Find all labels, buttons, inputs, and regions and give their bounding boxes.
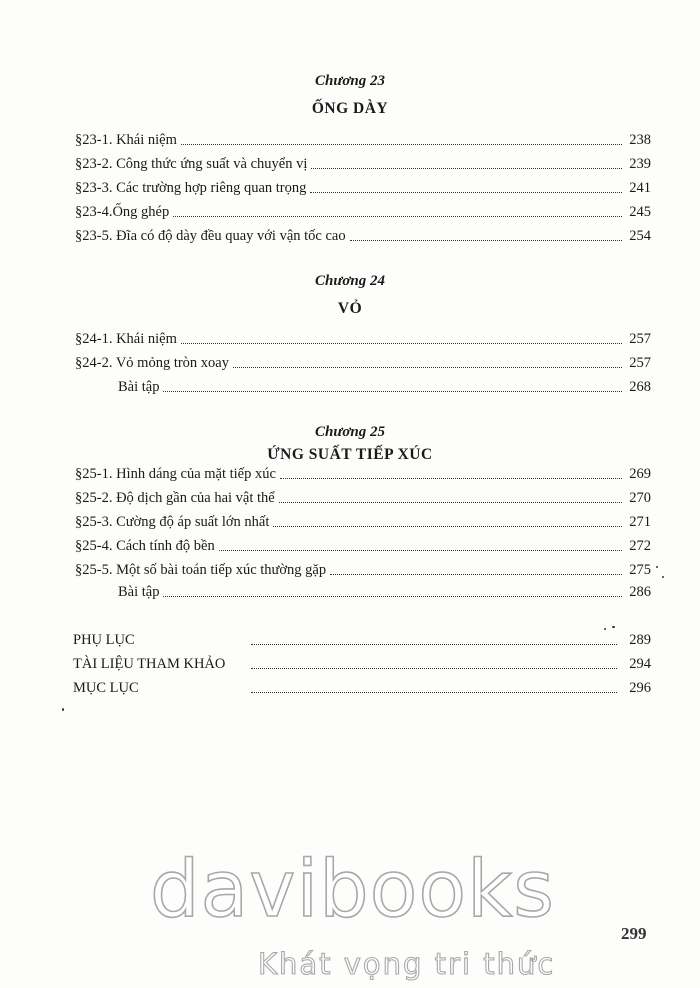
entry-page: 289 xyxy=(629,632,651,648)
toc-entry-25-3[interactable] xyxy=(75,510,651,532)
entry-page: 245 xyxy=(629,204,651,220)
entry-page: 257 xyxy=(629,331,651,347)
dot-leader xyxy=(173,216,622,217)
chapter-title: ỨNG SUẤT TIẾP XÚC xyxy=(267,446,433,463)
dot-leader xyxy=(181,343,622,344)
entry-page: 239 xyxy=(629,156,651,172)
toc-entry-25-4[interactable] xyxy=(75,534,651,556)
dot-leader xyxy=(163,391,622,392)
chapter-25-heading xyxy=(0,423,700,465)
dot-leader xyxy=(310,192,622,193)
entry-page: 271 xyxy=(629,514,651,530)
dot-leader xyxy=(251,692,617,693)
dot-leader xyxy=(311,168,622,169)
entry-label: §23-2. Công thức ứng suất và chuyển vị xyxy=(75,156,308,172)
entry-page: 241 xyxy=(629,180,651,196)
toc-entry-25-5[interactable] xyxy=(75,558,651,580)
dot-leader xyxy=(280,478,622,479)
toc-entry-23-1[interactable] xyxy=(75,128,651,150)
entry-page: 294 xyxy=(629,656,651,672)
entry-label: §25-5. Một số bài toán tiếp xúc thường gặp xyxy=(75,562,327,578)
entry-label: §23-1. Khái niệm xyxy=(75,132,177,148)
chapter-label: Chương 24 xyxy=(315,273,385,289)
entry-page: 270 xyxy=(629,490,651,506)
toc-entry-23-2[interactable] xyxy=(75,152,651,174)
entry-page: 268 xyxy=(629,379,651,395)
dot-leader xyxy=(251,668,617,669)
dot-leader xyxy=(219,550,622,551)
entry-label: Bài tập xyxy=(118,379,160,395)
entry-page: 238 xyxy=(629,132,651,148)
toc-entry-contents[interactable] xyxy=(73,676,651,698)
toc-entry-references[interactable] xyxy=(73,652,651,674)
toc-entry-25-exercises[interactable] xyxy=(118,580,651,602)
entry-label: §23-3. Các trường hợp riêng quan trọng xyxy=(75,180,307,196)
scan-speck xyxy=(612,626,615,628)
entry-page: 275 xyxy=(629,562,651,578)
entry-label: Bài tập xyxy=(118,584,160,600)
scan-speck xyxy=(662,576,664,578)
entry-label: §24-1. Khái niệm xyxy=(75,331,177,347)
entry-label: PHỤ LỤC xyxy=(73,632,135,648)
toc-entry-23-5[interactable] xyxy=(75,224,651,246)
dot-leader xyxy=(233,367,622,368)
entry-label: §23-5. Đĩa có độ dày đều quay với vận tốc cao xyxy=(75,228,346,244)
entry-label: §24-2. Vỏ mỏng tròn xoay xyxy=(75,355,229,371)
entry-label: TÀI LIỆU THAM KHẢO xyxy=(73,656,226,672)
dot-leader xyxy=(163,596,622,597)
chapter-24-heading xyxy=(0,272,700,319)
dot-leader xyxy=(279,502,622,503)
toc-entry-24-2[interactable] xyxy=(75,351,651,373)
toc-entry-appendix[interactable] xyxy=(73,628,651,650)
entry-label: §23-4.Ống ghép xyxy=(75,204,170,220)
toc-entry-24-1[interactable] xyxy=(75,327,651,349)
entry-label: §25-2. Độ dịch gần của hai vật thể xyxy=(75,490,275,506)
chapter-title: ỐNG DÀY xyxy=(311,100,389,117)
chapter-title: VỎ xyxy=(337,300,363,317)
dot-leader xyxy=(350,240,622,241)
entry-label: §25-3. Cường độ áp suất lớn nhất xyxy=(75,514,270,530)
watermark-tagline: Khát vọng tri thức xyxy=(258,947,556,981)
toc-entry-24-exercises[interactable] xyxy=(118,375,651,397)
chapter-label: Chương 23 xyxy=(315,73,385,89)
dot-leader xyxy=(330,574,622,575)
dot-leader xyxy=(181,144,622,145)
entry-page: 296 xyxy=(629,680,651,696)
entry-label: §25-1. Hình dáng của mặt tiếp xúc xyxy=(75,466,276,482)
toc-entry-23-4[interactable] xyxy=(75,200,651,222)
entry-page: 272 xyxy=(629,538,651,554)
toc-entry-25-2[interactable] xyxy=(75,486,651,508)
entry-label: §25-4. Cách tính độ bền xyxy=(75,538,215,554)
scan-speck xyxy=(604,628,606,630)
page-number: 299 xyxy=(621,924,647,943)
chapter-label: Chương 25 xyxy=(315,424,385,440)
toc-entry-23-3[interactable] xyxy=(75,176,651,198)
entry-label: MỤC LỤC xyxy=(73,680,139,696)
toc-entry-25-1[interactable] xyxy=(75,462,651,484)
entry-page: 254 xyxy=(629,228,651,244)
entry-page: 286 xyxy=(629,584,651,600)
entry-page: 269 xyxy=(629,466,651,482)
dot-leader xyxy=(251,644,617,645)
entry-page: 257 xyxy=(629,355,651,371)
watermark-logo: davibooks xyxy=(150,845,555,935)
scan-speck xyxy=(656,566,658,568)
scan-speck xyxy=(62,708,64,711)
dot-leader xyxy=(273,526,622,527)
chapter-23-heading xyxy=(0,72,700,119)
